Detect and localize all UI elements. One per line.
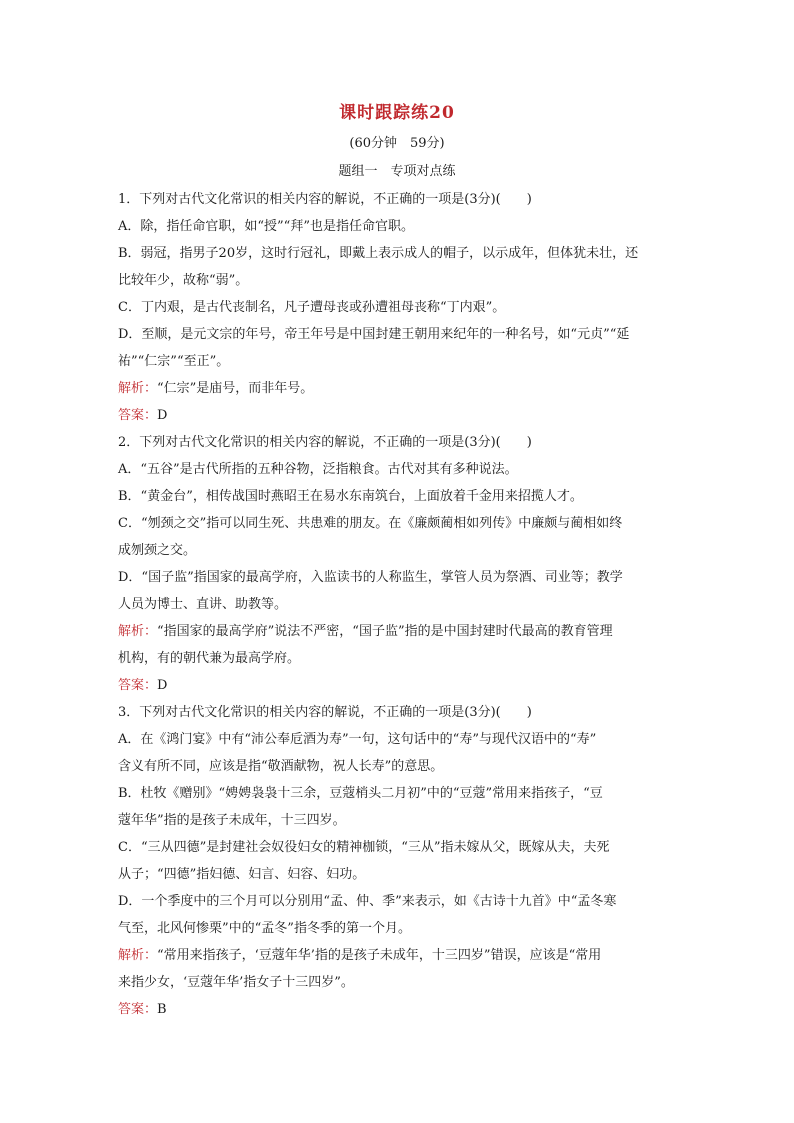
question-block (118, 699, 678, 1023)
answer-line: 答案：D (118, 678, 168, 693)
question-block (118, 429, 678, 699)
option-line: 含义有所不同，应该是指“敬酒献物，祝人长寿”的意思。 (118, 759, 444, 774)
analysis-line: 机构，有的朝代兼为最高学府。 (118, 651, 301, 666)
answer-label: 答案： (118, 1002, 158, 1017)
page-subtitle: (60分钟 59分) (349, 136, 445, 151)
analysis-line: 解析：“指国家的最高学府”说法不严密，“国子监”指的是中国封建时代最高的教育管理 (118, 624, 613, 639)
answer-label: 答案： (118, 678, 158, 693)
option-line: 气至，北风何惨栗”中的“孟冬”指冬季的第一个月。 (118, 921, 411, 936)
option-line: D．一个季度中的三个月可以分别用“孟、仲、季”来表示，如《古诗十九首》中“孟冬寒 (118, 894, 617, 909)
option-line: A．除，指任命官职，如“授”“拜”也是指任命官职。 (118, 219, 414, 234)
question-block (118, 186, 678, 429)
option-line: 人员为博士、直讲、助教等。 (118, 597, 288, 612)
option-line: B．“黄金台”，相传战国时燕昭王在易水东南筑台，上面放着千金用来招揽人才。 (118, 489, 583, 504)
option-line: A．在《鸿门宴》中有“沛公奉卮酒为寿”一句，这句话中的“寿”与现代汉语中的“寿” (118, 732, 597, 747)
analysis-line: 来指少女，‘豆蔻年华’指女子十三四岁”。 (118, 975, 354, 990)
analysis-line: 解析：“仁宗”是庙号，而非年号。 (118, 381, 314, 396)
option-line: D．至顺，是元文宗的年号，帝王年号是中国封建王朝用来纪年的一种名号，如“元贞”“延 (118, 327, 630, 342)
option-line: B．弱冠，指男子20岁，这时行冠礼，即戴上表示成人的帽子，以示成年，但体犹未壮，还 (118, 246, 639, 261)
analysis-label: 解析： (118, 381, 158, 396)
option-line: B．杜牧《赠别》“娉娉袅袅十三余，豆蔻梢头二月初”中的“豆蔻”常用来指孩子，“豆 (118, 786, 603, 801)
option-line: 成刎颈之交。 (118, 543, 197, 558)
option-line: C．丁内艰，是古代丧制名，凡子遭母丧或孙遭祖母丧称“丁内艰”。 (118, 300, 506, 315)
option-line: 蔻年华”指的是孩子未成年，十三四岁。 (118, 813, 346, 828)
question-stem: 1．下列对古代文化常识的相关内容的解说，不正确的一项是(3分)( ) (118, 192, 532, 207)
analysis-line: 解析：“常用来指孩子，‘豆蔻年华’指的是孩子未成年，十三四岁”错误，应该是“常用 (118, 948, 602, 963)
option-line: D．“国子监”指国家的最高学府，入监读书的人称监生，掌管人员为祭酒、司业等；教学 (118, 570, 623, 585)
question-stem: 2．下列对古代文化常识的相关内容的解说，不正确的一项是(3分)( ) (118, 435, 532, 450)
question-list (118, 186, 678, 1023)
option-line: A．“五谷”是古代所指的五种谷物，泛指粮食。古代对其有多种说法。 (118, 462, 518, 477)
analysis-label: 解析： (118, 948, 158, 963)
option-line: 祐”“仁宗”“至正”。 (118, 354, 230, 369)
option-line: 比较年少，故称“弱”。 (118, 273, 249, 288)
group-heading: 题组一 专项对点练 (338, 164, 456, 179)
page-title: 课时跟踪练20 (339, 103, 455, 123)
option-line: C．“刎颈之交”指可以同生死、共患难的朋友。在《廉颇蔺相如列传》中廉颇与蔺相如终 (118, 516, 623, 531)
option-line: 从子；“四德”指妇德、妇言、妇容、妇功。 (118, 867, 366, 882)
question-stem: 3．下列对古代文化常识的相关内容的解说，不正确的一项是(3分)( ) (118, 705, 532, 720)
option-line: C．“三从四德”是封建社会奴役妇女的精神枷锁，“三从”指未嫁从父，既嫁从夫，夫死 (118, 840, 610, 855)
analysis-label: 解析： (118, 624, 158, 639)
answer-line: 答案：B (118, 1002, 167, 1017)
answer-label: 答案： (118, 408, 158, 423)
answer-line: 答案：D (118, 408, 168, 423)
